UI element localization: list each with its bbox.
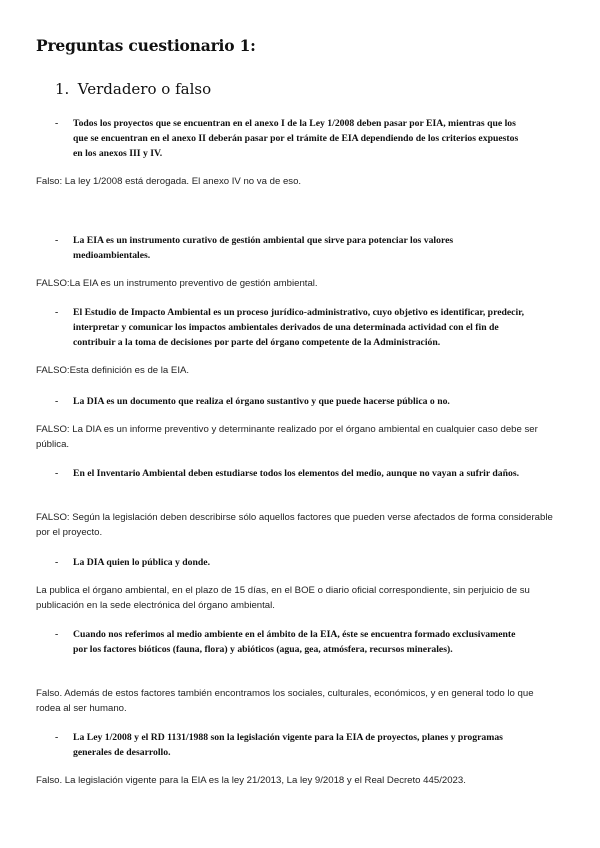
- question-item: [55, 305, 525, 350]
- question-text: En el Inventario Ambiental deben estudiarse todos los elementos del medio, aunque no vayan a sufrir daños.: [73, 468, 520, 479]
- bullet-dash: -: [55, 118, 59, 129]
- answer-text: FALSO:La EIA es un instrumento preventivo de gestión ambiental.: [36, 278, 318, 289]
- question-text: Cuando nos referimos al medio ambiente en el ámbito de la EIA, éste se encuentra formado exclusivamente por los factores bióticos (fauna, flora) y abióticos (agua, gea, atmósfera, recursos minerales).: [73, 629, 516, 655]
- bullet-dash: -: [55, 307, 59, 318]
- bullet-dash: -: [55, 557, 59, 568]
- question-text: La EIA es un instrumento curativo de gestión ambiental que sirve para potenciar los valores medioambientales.: [73, 235, 454, 261]
- bullet-dash: -: [55, 396, 59, 407]
- question-item: [55, 627, 525, 657]
- page-title: Preguntas cuestionario 1:: [36, 36, 256, 55]
- bullet-dash: -: [55, 235, 59, 246]
- bullet-dash: -: [55, 732, 59, 743]
- question-item: [55, 233, 525, 263]
- answer-text: FALSO: La DIA es un informe preventivo y determinante realizado por el órgano ambiental en cualquier caso debe ser pública.: [36, 424, 538, 450]
- question-item: [55, 394, 525, 409]
- answer-text: Falso: La ley 1/2008 está derogada. El anexo IV no va de eso.: [36, 176, 302, 187]
- bullet-dash: -: [55, 468, 59, 479]
- question-item: [55, 730, 525, 760]
- question-item: [55, 116, 525, 161]
- question-text: El Estudio de Impacto Ambiental es un proceso jurídico-administrativo, cuyo objetivo es identificar, predecir, interpretar y comunicar los impactos ambientales derivados de una determinada actividad con el fin de contribuir a la toma de decisiones por parte del órgano competente de la Administración.: [73, 307, 525, 348]
- question-item: [55, 555, 525, 570]
- answer-text: Falso. Además de estos factores también encontramos los sociales, culturales, económicos, y en general todo lo que rodea al ser humano.: [36, 688, 534, 714]
- answer-text: La publica el órgano ambiental, en el plazo de 15 días, en el BOE o diario oficial correspondiente, sin perjuicio de su publicación en la sede electrónica del órgano ambiental.: [36, 585, 530, 611]
- answer-text: FALSO: Según la legislación deben describirse sólo aquellos factores que pueden verse afectados de forma considerable por el proyecto.: [36, 512, 553, 538]
- question-item: [55, 466, 525, 481]
- answer-text: Falso. La legislación vigente para la EIA es la ley 21/2013, La ley 9/2018 y el Real Decreto 445/2023.: [36, 775, 466, 786]
- question-text: La DIA es un documento que realiza el órgano sustantivo y que puede hacerse pública o no.: [73, 396, 450, 407]
- question-text: Todos los proyectos que se encuentran en el anexo I de la Ley 1/2008 deben pasar por EIA, mientras que los que se encuentran en el anexo II deberán pasar por el trámite de EIA dependiendo de los criterios expuestos en los anexos III y IV.: [73, 118, 519, 159]
- section-number: 1.: [55, 80, 70, 98]
- bullet-dash: -: [55, 629, 59, 640]
- section-label: Verdadero o falso: [77, 80, 212, 98]
- section-heading: [55, 80, 211, 98]
- question-text: La DIA quien lo pública y donde.: [73, 557, 211, 568]
- answer-text: FALSO:Esta definición es de la EIA.: [36, 365, 190, 376]
- question-text: La Ley 1/2008 y el RD 1131/1988 son la legislación vigente para la EIA de proyectos, planes y programas generales de desarrollo.: [73, 732, 503, 758]
